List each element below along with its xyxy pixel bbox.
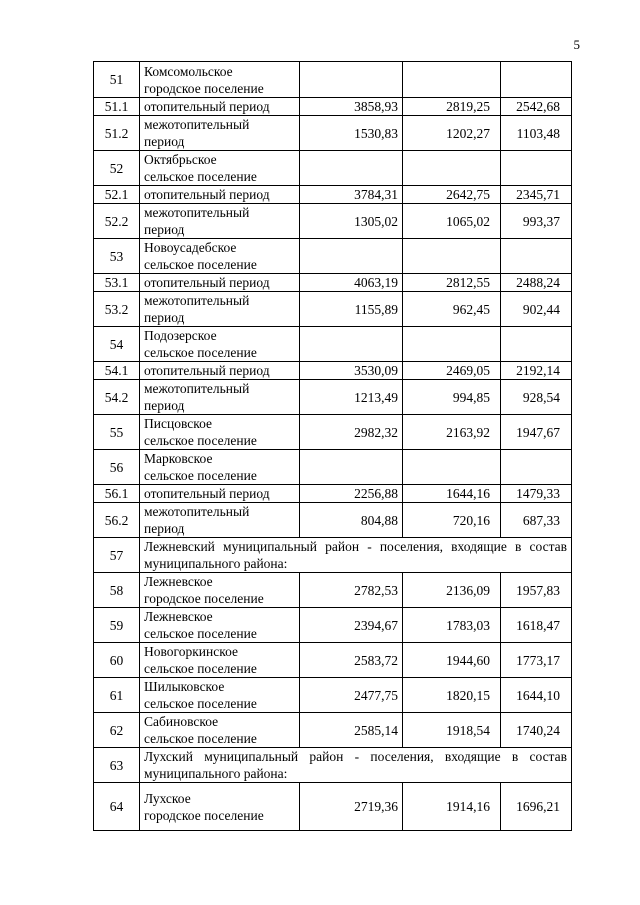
value-cell-2: 720,16 — [403, 503, 501, 538]
table-row — [94, 415, 572, 450]
row-number-cell: 60 — [94, 643, 140, 678]
table-row — [94, 204, 572, 239]
value-cell-2: 1202,27 — [403, 116, 501, 151]
value-cell-2: 994,85 — [403, 380, 501, 415]
settlement-name-cell: Лежневское городское поселение — [140, 573, 300, 608]
tariff-table — [93, 61, 572, 831]
value-cell-3: 2542,68 — [501, 98, 572, 116]
district-heading-cell: Лухский муниципальный район - поселения, входящие в состав муниципального района: — [140, 748, 572, 783]
table-row — [94, 485, 572, 503]
value-cell-1: 2782,53 — [300, 573, 403, 608]
value-cell-1 — [300, 239, 403, 274]
value-cell-3: 2345,71 — [501, 186, 572, 204]
value-cell-3: 928,54 — [501, 380, 572, 415]
row-number-cell: 55 — [94, 415, 140, 450]
table-row — [94, 116, 572, 151]
row-number-cell: 53 — [94, 239, 140, 274]
value-cell-3: 2488,24 — [501, 274, 572, 292]
value-cell-1 — [300, 62, 403, 98]
value-cell-1: 2585,14 — [300, 713, 403, 748]
table-row — [94, 643, 572, 678]
settlement-name-cell: Новоусадебское сельское поселение — [140, 239, 300, 274]
value-cell-1 — [300, 327, 403, 362]
row-number-cell: 59 — [94, 608, 140, 643]
settlement-name-cell: отопительный период — [140, 98, 300, 116]
row-number-cell: 51.1 — [94, 98, 140, 116]
settlement-name-cell: межотопительный период — [140, 380, 300, 415]
table-row — [94, 748, 572, 783]
value-cell-2: 1914,16 — [403, 783, 501, 831]
value-cell-2: 1944,60 — [403, 643, 501, 678]
value-cell-3: 1479,33 — [501, 485, 572, 503]
value-cell-2 — [403, 62, 501, 98]
value-cell-3: 1773,17 — [501, 643, 572, 678]
value-cell-3: 1740,24 — [501, 713, 572, 748]
settlement-name-cell: Подозерское сельское поселение — [140, 327, 300, 362]
row-number-cell: 53.2 — [94, 292, 140, 327]
value-cell-1: 3530,09 — [300, 362, 403, 380]
table-row — [94, 327, 572, 362]
value-cell-3: 687,33 — [501, 503, 572, 538]
settlement-name-cell: Лухское городское поселение — [140, 783, 300, 831]
row-number-cell: 57 — [94, 538, 140, 573]
settlement-name-cell: отопительный период — [140, 186, 300, 204]
table-row — [94, 292, 572, 327]
value-cell-1: 1155,89 — [300, 292, 403, 327]
page-number: 5 — [573, 37, 580, 52]
value-cell-1: 1305,02 — [300, 204, 403, 239]
value-cell-3 — [501, 62, 572, 98]
table-row — [94, 186, 572, 204]
value-cell-3 — [501, 327, 572, 362]
settlement-name-cell: Сабиновское сельское поселение — [140, 713, 300, 748]
row-number-cell: 63 — [94, 748, 140, 783]
table-row — [94, 573, 572, 608]
row-number-cell: 52.2 — [94, 204, 140, 239]
value-cell-2: 2819,25 — [403, 98, 501, 116]
table-body — [94, 62, 572, 831]
table-row — [94, 380, 572, 415]
district-heading-cell: Лежневский муниципальный район - поселения, входящие в состав муниципального района: — [140, 538, 572, 573]
value-cell-1: 1530,83 — [300, 116, 403, 151]
table-row — [94, 678, 572, 713]
value-cell-2: 1644,16 — [403, 485, 501, 503]
row-number-cell: 58 — [94, 573, 140, 608]
row-number-cell: 54.1 — [94, 362, 140, 380]
table-row — [94, 450, 572, 485]
table-row — [94, 274, 572, 292]
value-cell-1: 2719,36 — [300, 783, 403, 831]
value-cell-1: 1213,49 — [300, 380, 403, 415]
row-number-cell: 54 — [94, 327, 140, 362]
settlement-name-cell: Комсомольское городское поселение — [140, 62, 300, 98]
settlement-name-cell: межотопительный период — [140, 204, 300, 239]
row-number-cell: 52 — [94, 151, 140, 186]
value-cell-3: 1947,67 — [501, 415, 572, 450]
table-row — [94, 608, 572, 643]
row-number-cell: 53.1 — [94, 274, 140, 292]
value-cell-3: 993,37 — [501, 204, 572, 239]
settlement-name-cell: межотопительный период — [140, 503, 300, 538]
value-cell-2: 1783,03 — [403, 608, 501, 643]
value-cell-2 — [403, 239, 501, 274]
value-cell-2: 2642,75 — [403, 186, 501, 204]
value-cell-3: 902,44 — [501, 292, 572, 327]
value-cell-1: 2477,75 — [300, 678, 403, 713]
table-row — [94, 783, 572, 831]
value-cell-2 — [403, 327, 501, 362]
table-row — [94, 239, 572, 274]
settlement-name-cell: Марковское сельское поселение — [140, 450, 300, 485]
settlement-name-cell: Писцовское сельское поселение — [140, 415, 300, 450]
settlement-name-cell: отопительный период — [140, 362, 300, 380]
value-cell-1: 3858,93 — [300, 98, 403, 116]
table-row — [94, 151, 572, 186]
value-cell-3: 2192,14 — [501, 362, 572, 380]
row-number-cell: 52.1 — [94, 186, 140, 204]
settlement-name-cell: Новогоркинское сельское поселение — [140, 643, 300, 678]
settlement-name-cell: отопительный период — [140, 485, 300, 503]
value-cell-3: 1644,10 — [501, 678, 572, 713]
settlement-name-cell: Октябрьское сельское поселение — [140, 151, 300, 186]
value-cell-3 — [501, 450, 572, 485]
value-cell-3: 1696,21 — [501, 783, 572, 831]
value-cell-2 — [403, 450, 501, 485]
value-cell-2: 1065,02 — [403, 204, 501, 239]
value-cell-1: 804,88 — [300, 503, 403, 538]
row-number-cell: 51.2 — [94, 116, 140, 151]
value-cell-1 — [300, 151, 403, 186]
value-cell-2: 2812,55 — [403, 274, 501, 292]
row-number-cell: 56 — [94, 450, 140, 485]
value-cell-1: 2256,88 — [300, 485, 403, 503]
value-cell-3: 1957,83 — [501, 573, 572, 608]
value-cell-2: 1820,15 — [403, 678, 501, 713]
settlement-name-cell: Шилыковское сельское поселение — [140, 678, 300, 713]
table-row — [94, 98, 572, 116]
table-row — [94, 62, 572, 98]
value-cell-1: 2583,72 — [300, 643, 403, 678]
value-cell-3: 1103,48 — [501, 116, 572, 151]
table-row — [94, 503, 572, 538]
settlement-name-cell: межотопительный период — [140, 116, 300, 151]
table-row — [94, 538, 572, 573]
value-cell-3 — [501, 151, 572, 186]
row-number-cell: 56.2 — [94, 503, 140, 538]
value-cell-2: 2163,92 — [403, 415, 501, 450]
row-number-cell: 61 — [94, 678, 140, 713]
table-row — [94, 713, 572, 748]
value-cell-1 — [300, 450, 403, 485]
settlement-name-cell: Лежневское сельское поселение — [140, 608, 300, 643]
row-number-cell: 51 — [94, 62, 140, 98]
settlement-name-cell: межотопительный период — [140, 292, 300, 327]
row-number-cell: 62 — [94, 713, 140, 748]
value-cell-2: 1918,54 — [403, 713, 501, 748]
row-number-cell: 56.1 — [94, 485, 140, 503]
row-number-cell: 54.2 — [94, 380, 140, 415]
value-cell-3: 1618,47 — [501, 608, 572, 643]
table-row — [94, 362, 572, 380]
value-cell-2 — [403, 151, 501, 186]
value-cell-1: 2982,32 — [300, 415, 403, 450]
value-cell-2: 2469,05 — [403, 362, 501, 380]
value-cell-3 — [501, 239, 572, 274]
value-cell-2: 2136,09 — [403, 573, 501, 608]
value-cell-2: 962,45 — [403, 292, 501, 327]
settlement-name-cell: отопительный период — [140, 274, 300, 292]
value-cell-1: 3784,31 — [300, 186, 403, 204]
row-number-cell: 64 — [94, 783, 140, 831]
value-cell-1: 2394,67 — [300, 608, 403, 643]
value-cell-1: 4063,19 — [300, 274, 403, 292]
